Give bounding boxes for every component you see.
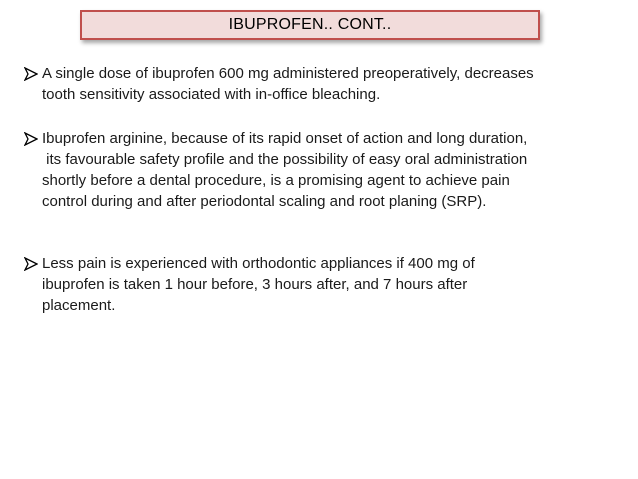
bullet-line: Ibuprofen arginine, because of its rapid onset of action and long duration, [42, 130, 528, 147]
bullet-line: tooth sensitivity associated with in-office bleaching. [42, 86, 381, 103]
arrow-bullet-icon [24, 257, 38, 271]
bullet-item-1 [42, 63, 534, 105]
slide-title: IBUPROFEN.. CONT.. [228, 16, 392, 33]
bullet-line: ibuprofen is taken 1 hour before, 3 hours after, and 7 hours after [42, 276, 468, 293]
arrow-bullet-icon [24, 67, 38, 81]
bullet-item-2 [42, 128, 527, 212]
bullet-line: Less pain is experienced with orthodontic appliances if 400 mg of [42, 255, 475, 272]
bullet-line: its favourable safety profile and the possibility of easy oral administration [42, 151, 528, 168]
bullet-line: control during and after periodontal scaling and root planing (SRP). [42, 193, 487, 210]
bullet-line: placement. [42, 297, 116, 314]
bullet-line: A single dose of ibuprofen 600 mg administered preoperatively, decreases [42, 65, 534, 82]
bullet-item-3 [42, 253, 475, 316]
arrow-bullet-icon [24, 132, 38, 146]
bullet-line: shortly before a dental procedure, is a promising agent to achieve pain [42, 172, 510, 189]
